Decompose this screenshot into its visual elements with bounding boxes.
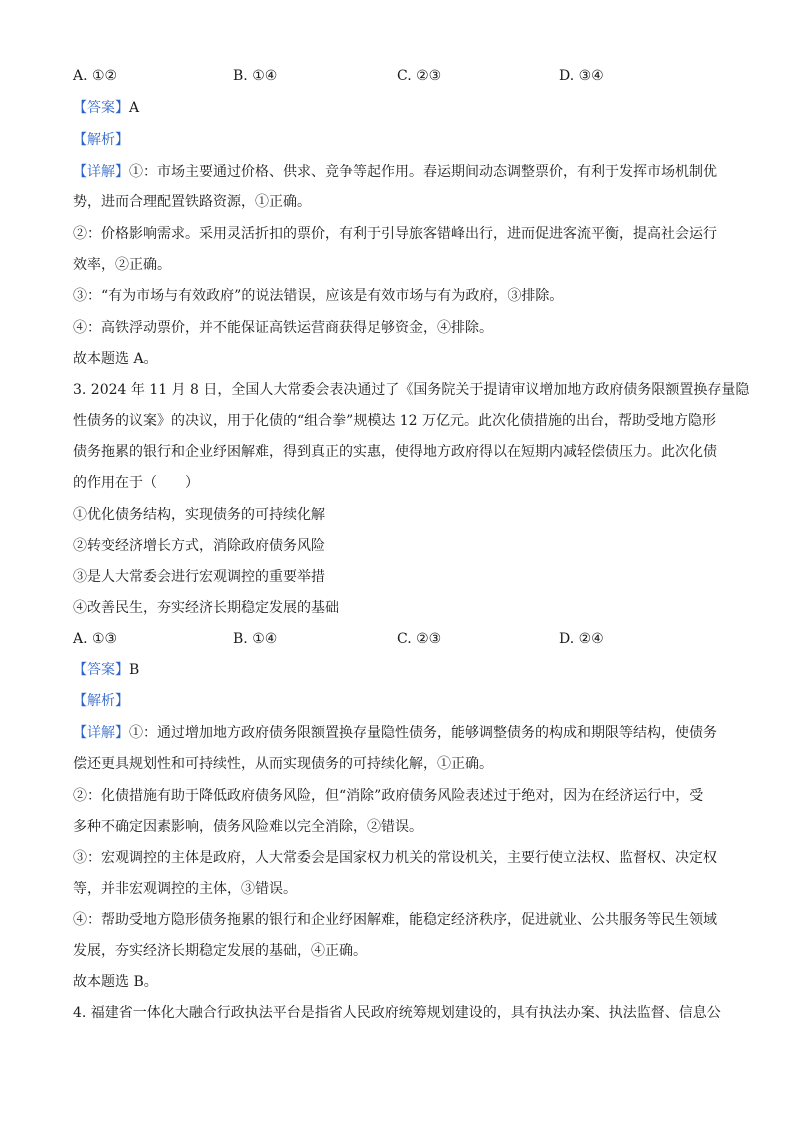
q3-detail-3: ②：化债措施有助于降低政府债务风险，但“消除”政府债务风险表述过于绝对，因为在经济运行中，受 bbox=[73, 788, 704, 804]
q3-choice-3: ③是人大常委会进行宏观调控的重要举措 bbox=[73, 569, 325, 585]
q3-analysis-label: 【解析】 bbox=[73, 693, 129, 709]
q3-stem-1: 3. 2024 年 11 月 8 日，全国人大常委会表决通过了《国务院关于提请审议增加地方政府债务限额置换存量隐 bbox=[73, 382, 750, 398]
q3-choice-4: ④改善民生，夯实经济长期稳定发展的基础 bbox=[73, 600, 339, 616]
q3-choice-2: ②转变经济增长方式，消除政府债务风险 bbox=[73, 538, 325, 554]
q2-option-a: A. ①② bbox=[73, 68, 118, 84]
q3-detail-1 bbox=[73, 723, 723, 743]
q3-detail-2: 偿还更具规划性和可持续性，从而实现债务的可持续化解，①正确。 bbox=[73, 756, 493, 772]
q2-option-b: B. ①④ bbox=[233, 68, 278, 84]
q2-option-c: C. ②③ bbox=[397, 68, 442, 84]
q2-options bbox=[73, 66, 723, 86]
q3-option-a: A. ①③ bbox=[73, 631, 118, 647]
q2-answer-label: 【答案】 bbox=[73, 100, 129, 116]
q3-detail-label: 【详解】 bbox=[73, 725, 129, 741]
q2-detail-4: 效率，②正确。 bbox=[73, 257, 171, 273]
q3-options bbox=[73, 629, 723, 649]
q3-answer bbox=[73, 660, 723, 680]
q2-detail-label: 【详解】 bbox=[73, 164, 129, 180]
q3-detail-7: ④：帮助受地方隐形债务拖累的银行和企业纾困解难，能稳定经济秩序，促进就业、公共服务等民生领域 bbox=[73, 912, 717, 928]
q2-answer bbox=[73, 98, 723, 118]
q2-answer-value: A bbox=[129, 100, 140, 116]
q2-conclusion: 故本题选 A。 bbox=[73, 351, 158, 367]
q2-detail-1 bbox=[73, 162, 723, 182]
q3-conclusion: 故本题选 B。 bbox=[73, 974, 158, 990]
q3-option-b: B. ①④ bbox=[233, 631, 278, 647]
q3-stem-2: 性债务的议案》的决议，用于化债的“组合拳”规模达 12 万亿元。此次化债措施的出台，帮助受地方隐形 bbox=[73, 413, 717, 429]
q2-detail-6: ④：高铁浮动票价，并不能保证高铁运营商获得足够资金，④排除。 bbox=[73, 320, 493, 336]
q3-detail-5: ③：宏观调控的主体是政府，人大常委会是国家权力机关的常设机关，主要行使立法权、监督权、决定权 bbox=[73, 850, 717, 866]
q3-answer-label: 【答案】 bbox=[73, 662, 129, 678]
q3-detail-8: 发展，夯实经济长期稳定发展的基础，④正确。 bbox=[73, 943, 367, 959]
q3-detail-text: ①：通过增加地方政府债务限额置换存量隐性债务，能够调整债务的构成和期限等结构，使债务 bbox=[129, 725, 717, 741]
q2-option-d: D. ③④ bbox=[559, 68, 604, 84]
q3-option-d: D. ②④ bbox=[559, 631, 604, 647]
q3-answer-value: B bbox=[129, 662, 140, 678]
q3-option-c: C. ②③ bbox=[397, 631, 442, 647]
q2-detail-2: 势，进而合理配置铁路资源，①正确。 bbox=[73, 194, 311, 210]
q3-detail-6: 等，并非宏观调控的主体，③错误。 bbox=[73, 881, 297, 897]
q3-choice-1: ①优化债务结构，实现债务的可持续化解 bbox=[73, 507, 325, 523]
q3-detail-4: 多种不确定因素影响，债务风险难以完全消除，②错误。 bbox=[73, 819, 423, 835]
q3-stem-3: 债务拖累的银行和企业纾困解难，得到真正的实惠，使得地方政府得以在短期内减轻偿债压力。此次化债 bbox=[73, 444, 717, 460]
q2-detail-3: ②：价格影响需求。采用灵活折扣的票价，有利于引导旅客错峰出行，进而促进客流平衡，提高社会运行 bbox=[73, 226, 717, 242]
q4-stem-1: 4. 福建省一体化大融合行政执法平台是指省人民政府统筹规划建设的，具有执法办案、执法监督、信息公 bbox=[73, 1005, 721, 1021]
q2-analysis-label: 【解析】 bbox=[73, 132, 129, 148]
q2-detail-5: ③：“有为市场与有效政府”的说法错误，应该是有效市场与有为政府，③排除。 bbox=[73, 288, 564, 304]
q3-stem-4: 的作用在于（ ） bbox=[73, 475, 199, 491]
q2-detail-text: ①：市场主要通过价格、供求、竞争等起作用。春运期间动态调整票价，有利于发挥市场机制优 bbox=[129, 164, 717, 180]
